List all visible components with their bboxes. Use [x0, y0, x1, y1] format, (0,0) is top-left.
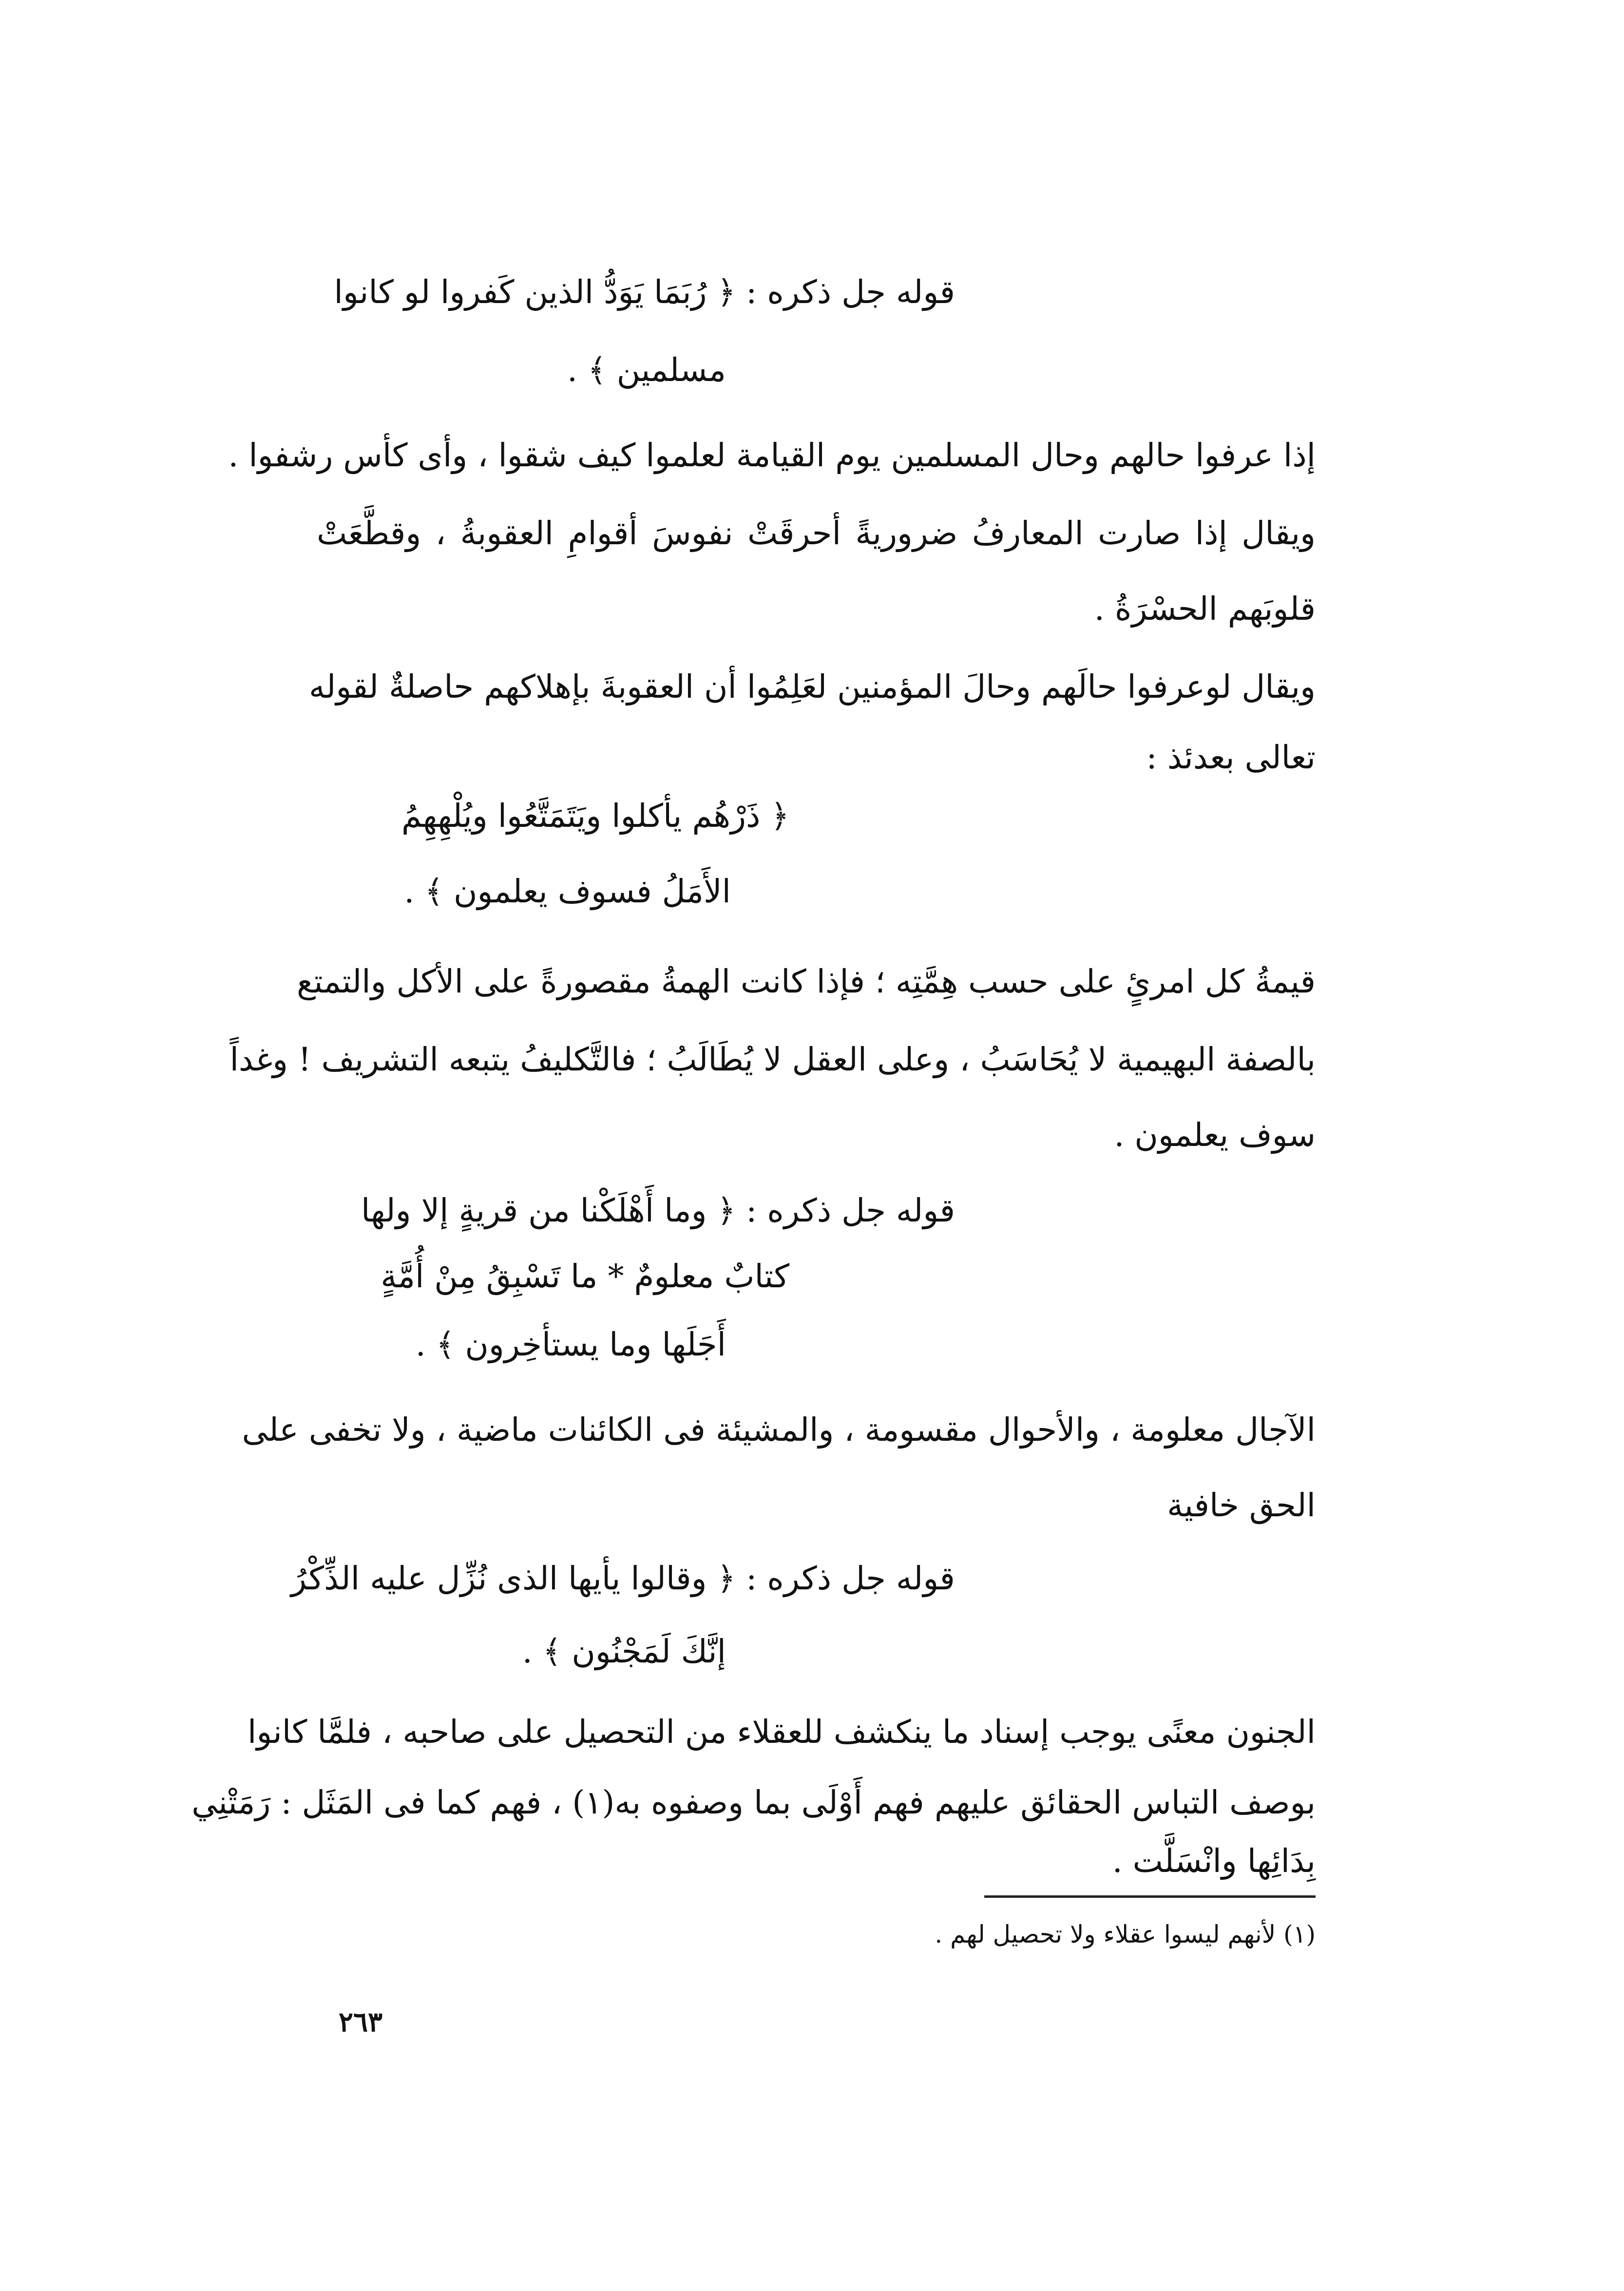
commentary-line: ويقال إذا صارت المعارفُ ضروريةً أحرقَتْ نفوسَ أقوامِ العقوبةُ ، وقطَّعَتْ: [317, 515, 1316, 552]
verse-line: كتابٌ معلومٌ * ما تَسْبِقُ مِنْ أُمَّةٍ: [381, 1258, 789, 1295]
footnote: (١) لأنهم ليسوا عقلاء ولا تحصيل لهم .: [935, 1920, 1316, 1948]
commentary-line: سوف يعلمون .: [1114, 1116, 1316, 1154]
commentary-line: الحق خافية: [1167, 1487, 1316, 1524]
commentary-line: بِدَائِها وانْسَلَّت .: [1112, 1842, 1316, 1880]
verse-line: أَجَلَها وما يستأخِرون ﴾ .: [415, 1326, 726, 1363]
footnote-divider: [984, 1895, 1316, 1898]
verse-line: ﴿ ذَرْهُم يأكلوا ويَتَمَتَّعُوا ويُلْهِهِمُ: [401, 797, 789, 835]
commentary-line: قلوبَهم الحسْرَةُ .: [1094, 590, 1316, 628]
commentary-line: إذا عرفوا حالهم وحال المسلمين يوم القيامة لعلموا كيف شقوا ، وأى كأس رشفوا .: [228, 437, 1316, 474]
commentary-line: قيمةُ كل امرئٍ على حسب هِمَّتِه ؛ فإذا كانت الهمةُ مقصورةً على الأكل والتمتع: [297, 963, 1316, 1000]
verse-line: إنَّكَ لَمَجْنُون ﴾ .: [522, 1633, 726, 1670]
verse-intro-line: قوله جل ذكره : ﴿ وقالوا يأيها الذى نُزِّل عليه الذِّكْرُ: [291, 1560, 955, 1597]
verse-continuation-line: مسلمين ﴾ .: [567, 351, 726, 389]
verse-line: الأَمَلُ فسوف يعلمون ﴾ .: [404, 873, 731, 910]
commentary-line: بالصفة البهيمية لا يُحَاسَبُ ، وعلى العقل لا يُطَالَبُ ؛ فالتَّكليفُ يتبعه التشريف ! وغداً: [229, 1041, 1316, 1078]
page-number: ٢٦٣: [338, 2006, 383, 2038]
commentary-line: الجنون معنًى يوجب إسناد ما ينكشف للعقلاء من التحصيل على صاحبه ، فلمَّا كانوا: [248, 1713, 1316, 1751]
commentary-line: بوصف التباس الحقائق عليهم فهم أَوْلَى بما وصفوه به(١) ، فهم كما فى المَثَل : رَمَتْنِي: [191, 1784, 1316, 1821]
commentary-line: تعالى بعدئذ :: [1146, 739, 1316, 776]
verse-intro-line: قوله جل ذكره : ﴿ وما أَهْلَكْنا من قريةٍ إلا ولها: [361, 1192, 955, 1229]
commentary-line: الآجال معلومة ، والأحوال مقسومة ، والمشيئة فى الكائنات ماضية ، ولا تخفى على: [242, 1411, 1316, 1449]
commentary-line: ويقال لوعرفوا حالَهم وحالَ المؤمنين لعَلِمُوا أن العقوبةَ بإهلاكهم حاصلةٌ لقوله: [308, 668, 1316, 706]
verse-intro-line: قوله جل ذكره : ﴿ رُبَمَا يَوَدُّ الذين كَفروا لو كانوا: [334, 273, 955, 311]
